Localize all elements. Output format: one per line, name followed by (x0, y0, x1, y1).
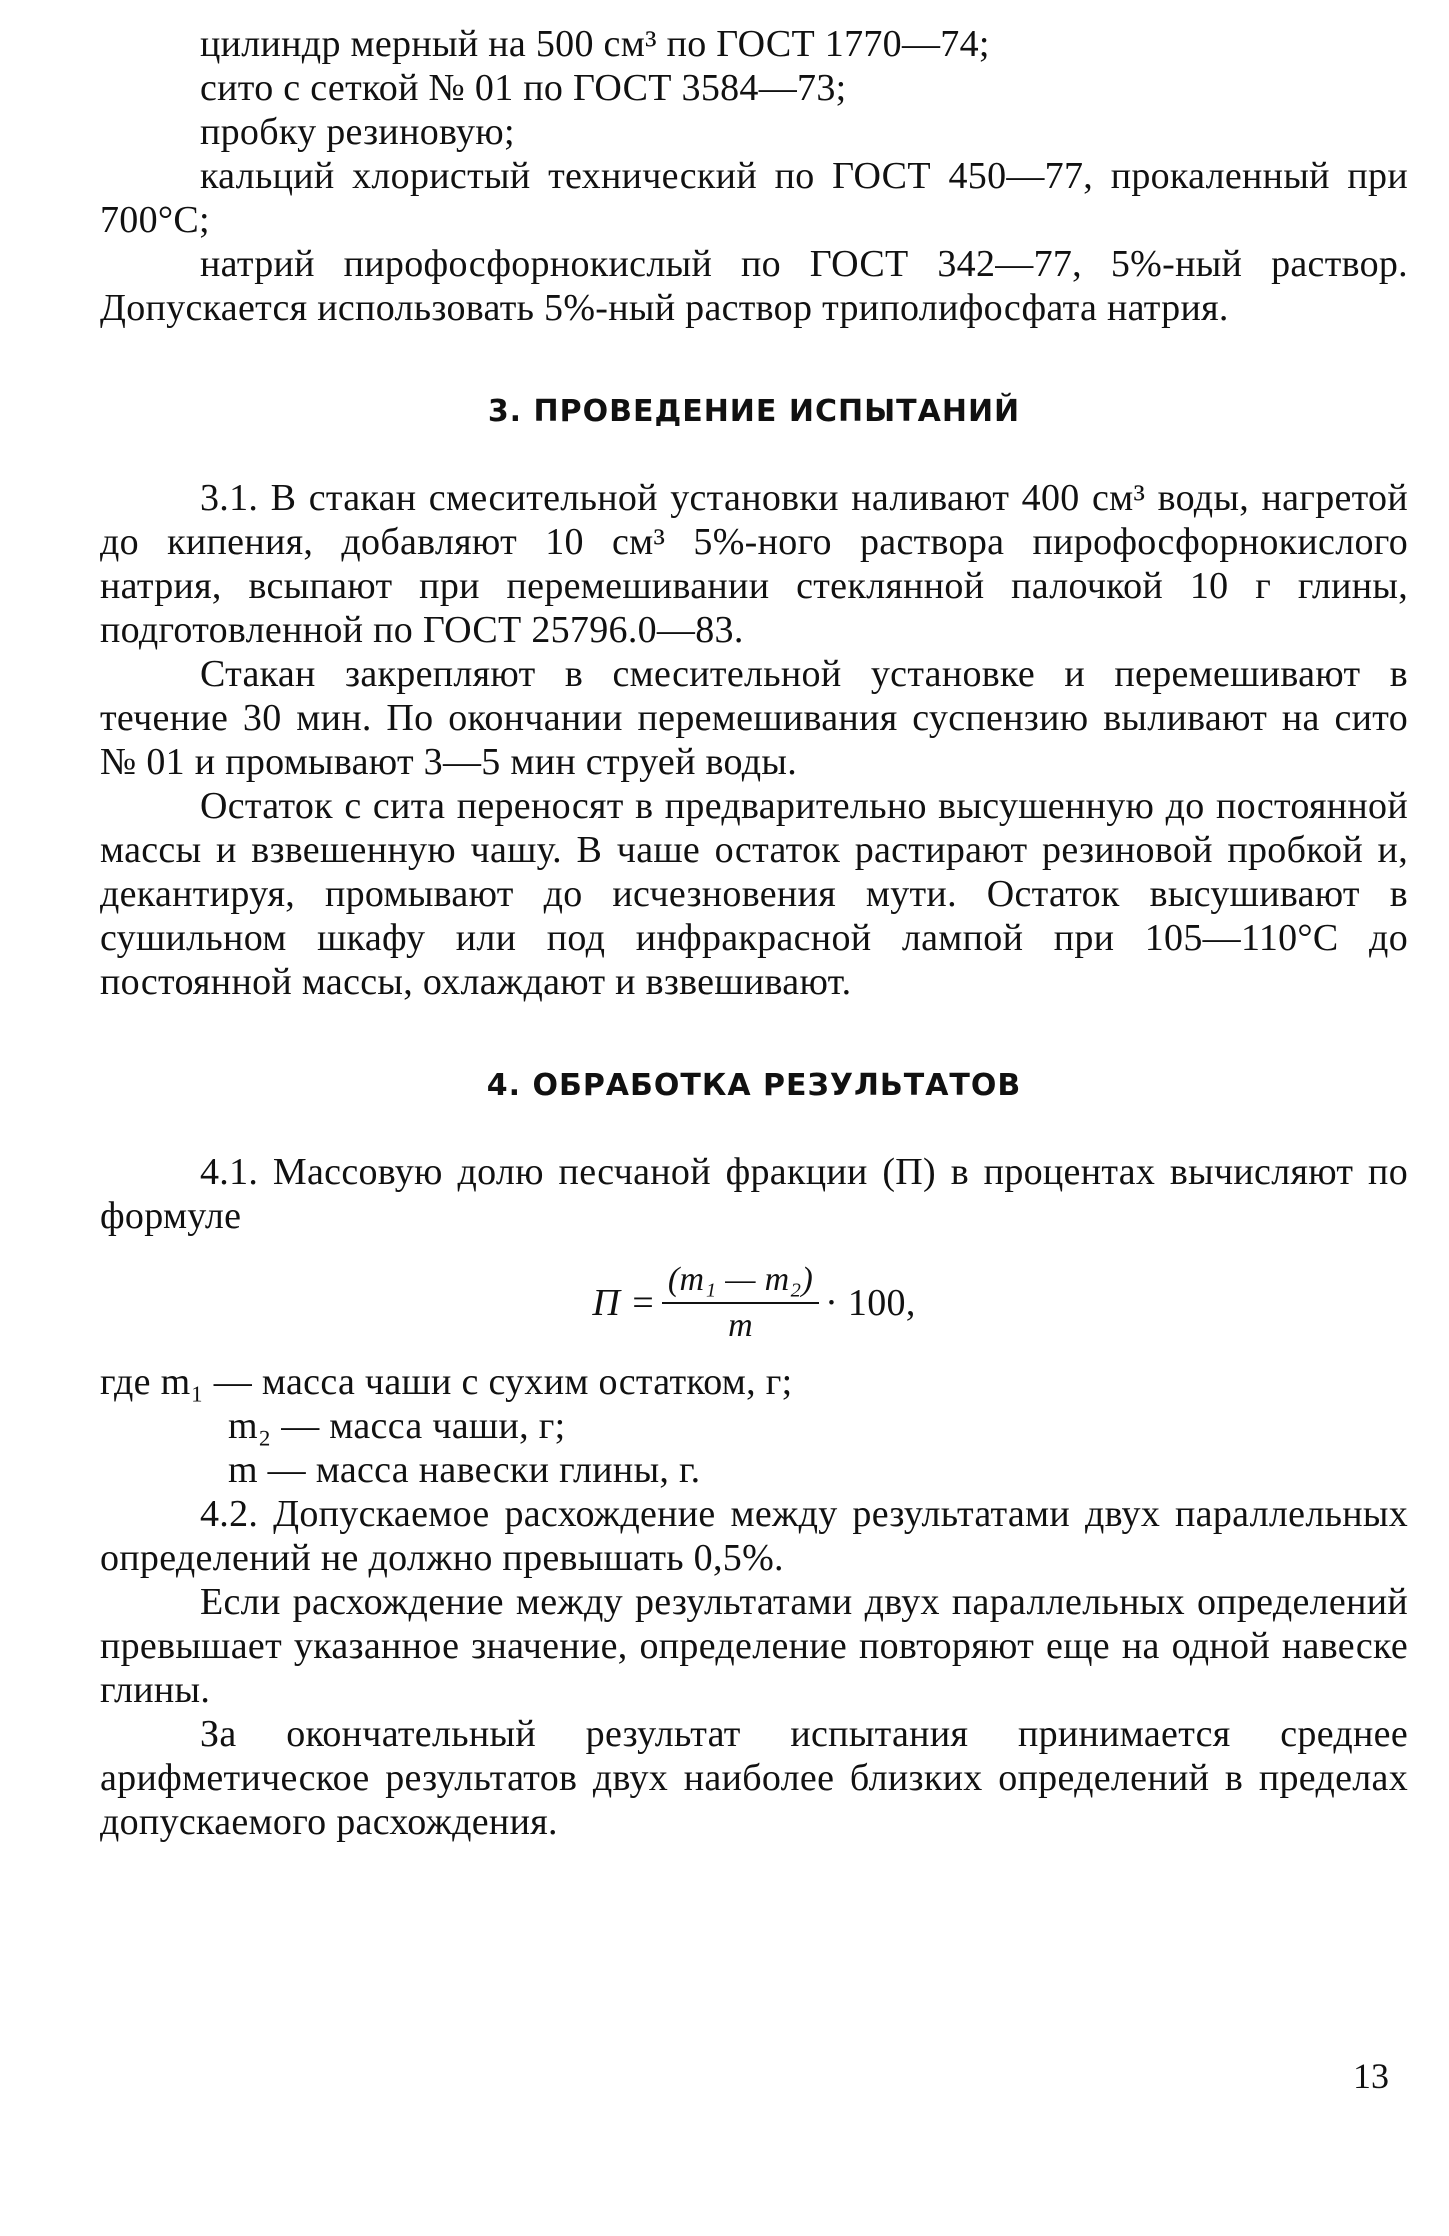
paragraph: За окончательный результат испытания принимается среднее арифметическое результатов двух наиболее близких определений в пределах допускаемого расхождения. (100, 1713, 1408, 1843)
definition-item: m₂ — масса чаши, г; (228, 1405, 566, 1447)
paragraph: Остаток с сита переносят в предварительно высушенную до постоянной массы и взвешенную чашу. В чаше остаток растирают резиновой пробкой и, декантируя, промывают до исчезновения мути. Остаток высушивают в сушильном шкафу или под инфракрасной лампой при 105—110°С до постоянной массы, охлаждают и взвешивают. (100, 785, 1408, 1003)
formula-definitions (100, 1360, 1408, 1492)
materials-item: сито с сеткой № 01 по ГОСТ 3584—73; (200, 67, 847, 109)
materials-item: пробку резиновую; (200, 111, 515, 153)
definition-item: m — масса навески глины, г. (228, 1449, 701, 1491)
paragraph: Если расхождение между результатами двух параллельных определений превышает указанное значение, определение повторяют еще на одной навеске глины. (100, 1581, 1408, 1711)
formula-tail: · 100, (825, 1282, 916, 1324)
materials-list (100, 22, 1408, 330)
paragraph: 4.2. Допускаемое расхождение между результатами двух параллельных определений не должно превышать 0,5%. (100, 1493, 1408, 1579)
formula-denominator: m (728, 1307, 753, 1344)
page-number: 13 (1353, 2056, 1389, 2096)
formula (100, 1260, 1408, 1346)
section-3-heading: 3. ПРОВЕДЕНИЕ ИСПЫТАНИЙ (487, 394, 1021, 429)
materials-item: кальций хлористый технический по ГОСТ 450—77, прокаленный при 700°С; (100, 155, 1408, 241)
definition-item: где m₁ — масса чаши с сухим остатком, г; (100, 1361, 793, 1403)
paragraph: Стакан закрепляют в смесительной установке и перемешивают в течение 30 мин. По окончании перемешивания суспензию выливают на сито № 01 и промывают 3—5 мин струей воды. (100, 653, 1408, 783)
formula-lhs: П = (592, 1282, 656, 1324)
paragraph: 3.1. В стакан смесительной установки наливают 400 см³ воды, нагретой до кипения, добавляют 10 см³ 5%-ного раствора пирофосфорнокислого натрия, всыпают при перемешивании стеклянной палочкой 10 г глины, подготовленной по ГОСТ 25796.0—83. (100, 477, 1408, 651)
materials-item: натрий пирофосфорнокислый по ГОСТ 342—77, 5%-ный раствор. Допускается использовать 5%-ный раствор триполифосфата натрия. (100, 243, 1408, 329)
formula-numerator: (m₁ — m₂) (662, 1260, 819, 1304)
formula-fraction (662, 1260, 819, 1346)
text-column (100, 22, 1408, 1844)
section-4-body (100, 1150, 1408, 1844)
section-4-heading: 4. ОБРАБОТКА РЕЗУЛЬТАТОВ (486, 1068, 1022, 1103)
formula-intro: 4.1. Массовую долю песчаной фракции (П) в процентах вычисляют по формуле (100, 1151, 1408, 1237)
materials-item: цилиндр мерный на 500 см³ по ГОСТ 1770—74; (200, 23, 990, 65)
section-3-body (100, 476, 1408, 1004)
